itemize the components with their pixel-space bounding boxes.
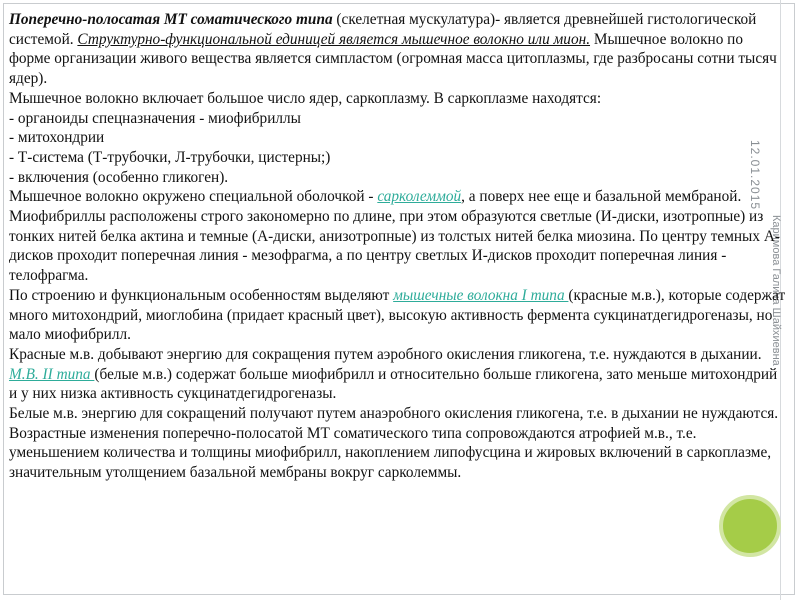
paragraph-sarcoplasm: Мышечное волокно включает большое число ядер, саркоплазму. В саркоплазме находятся: xyxy=(9,89,602,107)
paragraph-intro xyxy=(9,10,787,89)
myofibril-text: , а поверх нее еще и базальной мембраной. Миофибриллы расположены строго закономерно по длине, при этом образуются светлые (И-диски, изотропные) из тонких нитей белка актина и темные (А-диски, анизотропные) из толстых нитей белка миозина. По центру темных А-дисков проходит поперечная линия - мезофрагма, а по центру светлых И-дисков проходит поперечная линия - телофрагма. xyxy=(9,188,780,285)
paragraph-type1 xyxy=(9,286,787,345)
type2-text: (белые м.в.) содержат больше миофибрилл и относительно больше гликогена, зато меньше митохондрий и у них низка активность сукцинатдегидрогеназы. xyxy=(9,365,778,403)
paragraph-white-fibers: Белые м.в. энергию для сокращений получают путем анаэробного окисления гликогена, т.е. в дыхании не нуждаются. xyxy=(9,405,779,423)
type1-intro: По строению и функциональным особенностям выделяют xyxy=(9,286,394,304)
type1-fibers-link[interactable]: мышечные волокна I типа xyxy=(393,286,569,304)
type1-text: (красные м.в.), которые содержат много митохондрий, миоглобина (придает красный цвет), высокую активность фермента сукцинатдегидрогеназы, но мало миофибрилл. xyxy=(9,286,786,344)
slide-body xyxy=(9,10,787,483)
paragraph-type2 xyxy=(9,365,787,404)
slide-author: Каримова Галина Шайхиевна xyxy=(770,215,782,366)
paragraph-sarcolemma xyxy=(9,187,787,286)
list-item: - Т-система (Т-трубочки, Л-трубочки, цистерны;) xyxy=(9,148,331,166)
decorative-circle xyxy=(719,495,781,557)
sarcolemma-text: Мышечное волокно окружено специальной оболочкой - xyxy=(9,188,378,206)
paragraph-age-changes: Возрастные изменения поперечно-полосатой МТ соматического типа сопровождаются атрофией м.в., т.е. уменьшением количества и толщины миофибрилл, накоплением липофусцина и жировых включений в саркоплазме, значительным утолщением базальной мембраны вокруг сарколеммы. xyxy=(9,424,772,482)
structural-unit-definition: Структурно-функциональной единицей является мышечное волокно или мион. xyxy=(77,30,591,48)
list-item: - включения (особенно гликоген). xyxy=(9,168,229,186)
section-title: Поперечно-полосатая МТ соматического типа xyxy=(9,11,333,28)
type2-fibers-link[interactable]: М.В. II типа xyxy=(9,365,95,383)
paragraph-red-fibers: Красные м.в. добывают энергию для сокращения путем аэробного окисления гликогена, т.е. нуждаются в дыхании. xyxy=(9,345,762,363)
list-item: - органоиды спецназначения - миофибриллы xyxy=(9,109,301,127)
list-item: - митохондрии xyxy=(9,129,105,147)
sarcolemma-link[interactable]: сарколеммой xyxy=(377,188,462,206)
intro-text-2: Мышечное волокно по форме организации живого вещества является симпластом (огромная масса цитоплазмы, где разбросаны сотни тысяч ядер). xyxy=(9,30,777,88)
slide-date: 12.01.2015 xyxy=(748,140,762,211)
intro-text: (скелетная мускулатура)- является древнейшей гистологической системой. xyxy=(9,11,757,48)
